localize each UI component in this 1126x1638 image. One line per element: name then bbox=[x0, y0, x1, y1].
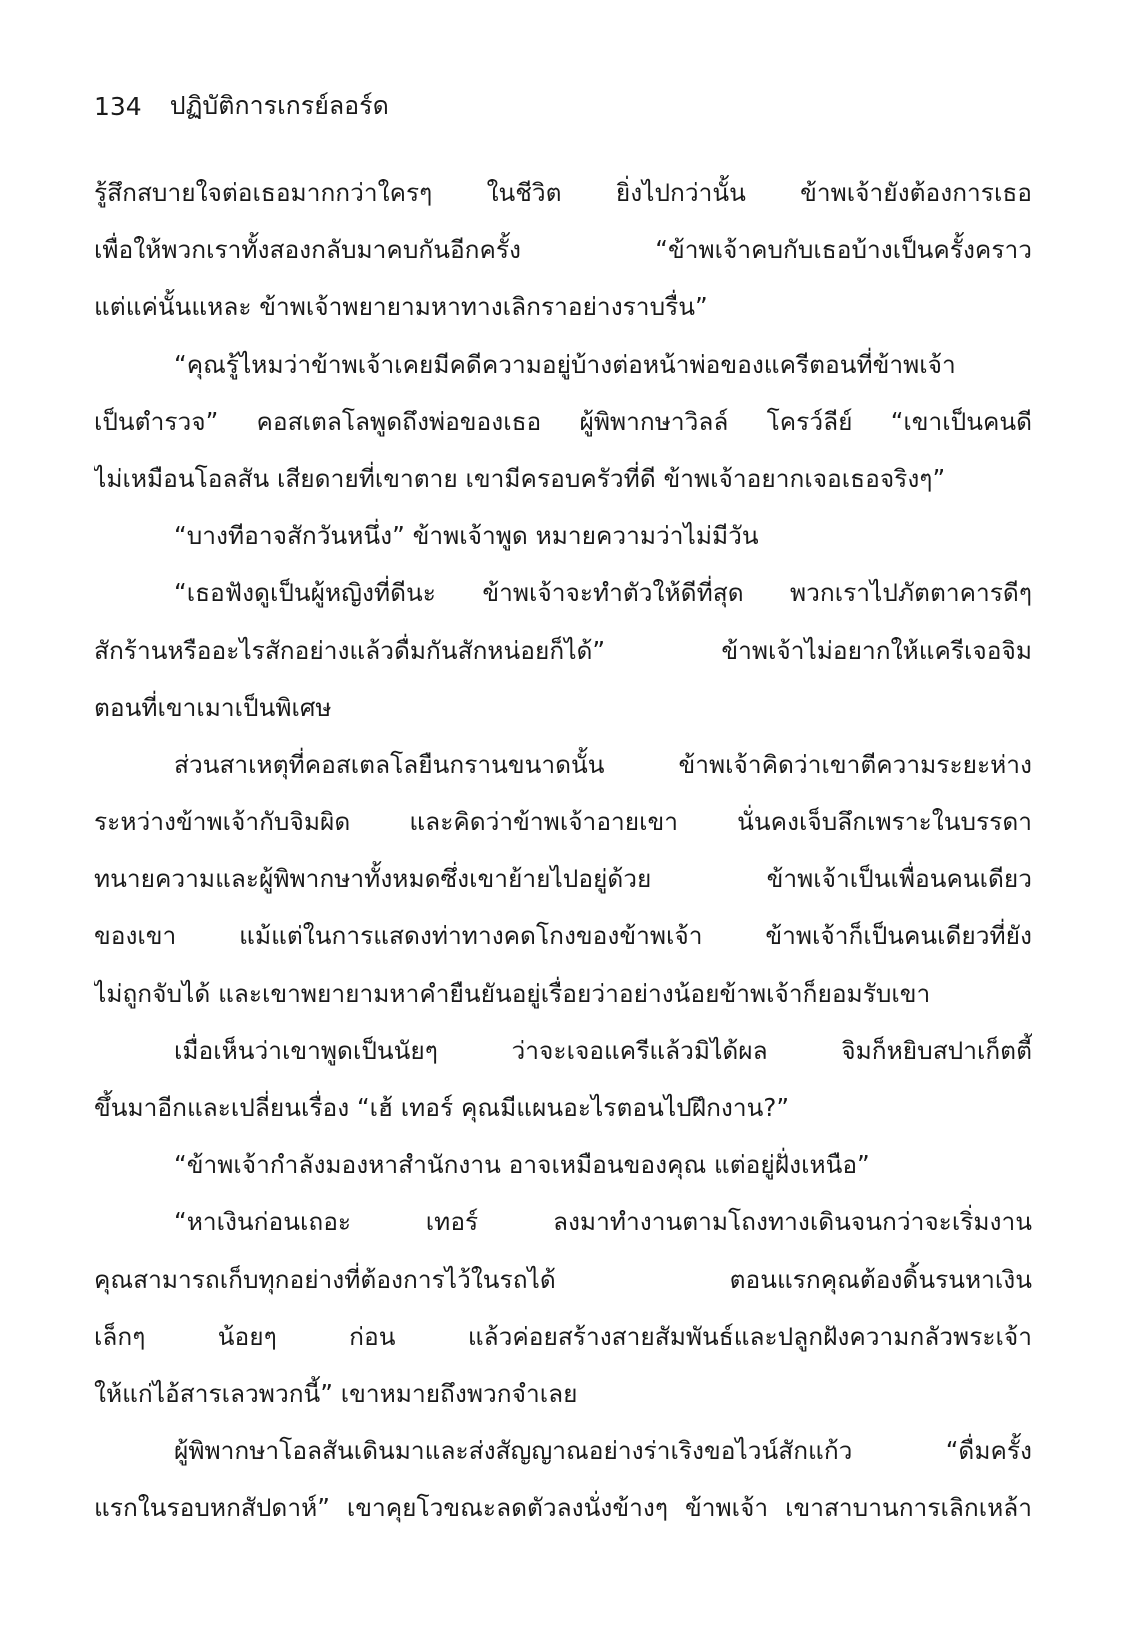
body-text bbox=[94, 164, 1032, 1537]
text-line: ส่วนสาเหตุที่คอสเตลโลยืนกรานขนาดนั้น ข้าพเจ้าคิดว่าเขาตีความระยะห่าง bbox=[174, 749, 1032, 779]
text-line: ทนายความและผู้พิพากษาทั้งหมดซึ่งเขาย้ายไปอยู่ด้วย ข้าพเจ้าเป็นเพื่อนคนเดียว bbox=[94, 864, 1032, 894]
text-line: เป็นตำรวจ” คอสเตลโลพูดถึงพ่อของเธอ ผู้พิพากษาวิลล์ โครว์ลีย์ “เขาเป็นคนดี bbox=[94, 406, 1032, 436]
text-line: เล็กๆ น้อยๆ ก่อน แล้วค่อยสร้างสายสัมพันธ์และปลูกฝังความกลัวพระเจ้า bbox=[94, 1321, 1032, 1351]
text-line: ให้แก่ไอ้สารเลวพวกนี้” เขาหมายถึงพวกจำเลย bbox=[94, 1378, 578, 1408]
text-line: “ข้าพเจ้ากำลังมองหาสำนักงาน อาจเหมือนของคุณ แต่อยู่ฝั่งเหนือ” bbox=[174, 1150, 870, 1180]
text-line: รู้สึกสบายใจต่อเธอมากกว่าใครๆ ในชีวิต ยิ่งไปกว่านั้น ข้าพเจ้ายังต้องการเธอ bbox=[94, 178, 1032, 207]
text-line: ของเขา แม้แต่ในการแสดงท่าทางคดโกงของข้าพเจ้า ข้าพเจ้าก็เป็นคนเดียวที่ยัง bbox=[94, 921, 1032, 951]
page-number: 134 bbox=[94, 91, 142, 121]
text-line: “หาเงินก่อนเถอะ เทอร์ ลงมาทำงานตามโถงทางเดินจนกว่าจะเริ่มงาน bbox=[174, 1207, 1032, 1237]
text-line: ขึ้นมาอีกและเปลี่ยนเรื่อง “เฮ้ เทอร์ คุณมีแผนอะไรตอนไปฝึกงาน?” bbox=[94, 1093, 790, 1122]
text-line: แรกในรอบหกสัปดาห์” เขาคุยโวขณะลดตัวลงนั่งข้างๆ ข้าพเจ้า เขาสาบานการเลิกเหล้า bbox=[94, 1493, 1032, 1523]
running-title: ปฏิบัติการเกรย์ลอร์ด bbox=[169, 91, 389, 120]
text-line: “เธอฟังดูเป็นผู้หญิงที่ดีนะ ข้าพเจ้าจะทำตัวให้ดีที่สุด พวกเราไปภัตตาคารดีๆ bbox=[174, 578, 1032, 608]
page-header bbox=[94, 84, 389, 128]
text-line: แต่แค่นั้นแหละ ข้าพเจ้าพยายามหาทางเลิกราอย่างราบรื่น” bbox=[94, 292, 708, 322]
text-line: ไม่เหมือนโอลสัน เสียดายที่เขาตาย เขามีครอบครัวที่ดี ข้าพเจ้าอยากเจอเธอจริงๆ” bbox=[94, 463, 946, 493]
text-line: ระหว่างข้าพเจ้ากับจิมผิด และคิดว่าข้าพเจ้าอายเขา นั่นคงเจ็บลึกเพราะในบรรดา bbox=[94, 807, 1032, 837]
text-line: สักร้านหรืออะไรสักอย่างแล้วดื่มกันสักหน่อยก็ได้” ข้าพเจ้าไม่อยากให้แครีเจอจิม bbox=[94, 635, 1032, 665]
text-line: ตอนที่เขาเมาเป็นพิเศษ bbox=[94, 692, 332, 722]
text-line: ไม่ถูกจับได้ และเขาพยายามหาคำยืนยันอยู่เรื่อยว่าอย่างน้อยข้าพเจ้าก็ยอมรับเขา bbox=[94, 978, 931, 1008]
text-line: “บางทีอาจสักวันหนึ่ง” ข้าพเจ้าพูด หมายความว่าไม่มีวัน bbox=[174, 521, 759, 551]
text-line: เมื่อเห็นว่าเขาพูดเป็นนัยๆ ว่าจะเจอแครีแล้วมิได้ผล จิมก็หยิบสปาเก็ตตี้ bbox=[174, 1035, 1032, 1065]
text-line: ผู้พิพากษาโอลสันเดินมาและส่งสัญญาณอย่างร่าเริงขอไวน์สักแก้ว “ดื่มครั้ง bbox=[174, 1436, 1032, 1466]
text-line: เพื่อให้พวกเราทั้งสองกลับมาคบกันอีกครั้ง “ข้าพเจ้าคบกับเธอบ้างเป็นครั้งคราว bbox=[94, 235, 1032, 265]
text-line: “คุณรู้ไหมว่าข้าพเจ้าเคยมีคดีความอยู่บ้างต่อหน้าพ่อของแครีตอนที่ข้าพเจ้า bbox=[174, 349, 956, 379]
text-line: คุณสามารถเก็บทุกอย่างที่ต้องการไว้ในรถได้ ตอนแรกคุณต้องดิ้นรนหาเงิน bbox=[94, 1264, 1032, 1294]
